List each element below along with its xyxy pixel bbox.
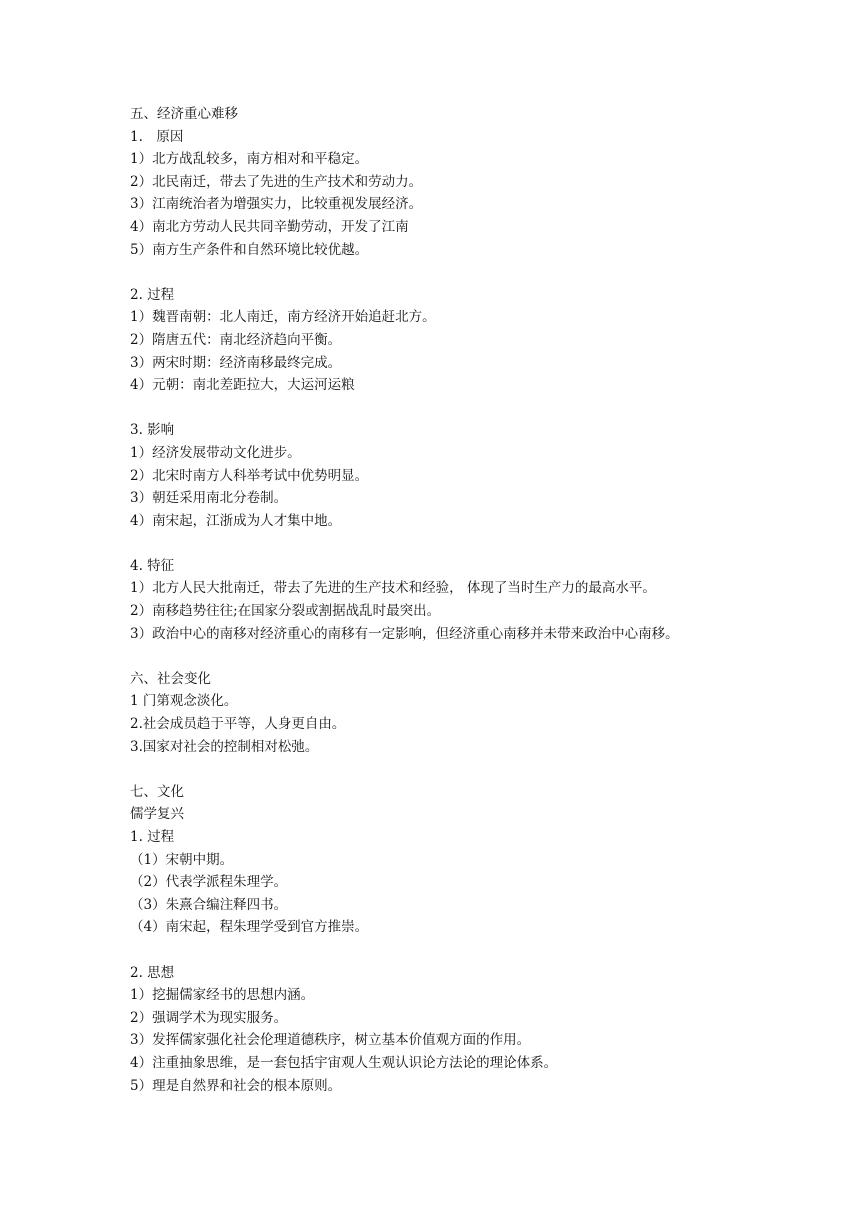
list-item: 5）南方生产条件和自然环境比较优越。: [130, 241, 369, 258]
list-item: （2）代表学派程朱理学。: [130, 874, 288, 891]
list-item: （3）朱熹合编注释四书。: [130, 896, 288, 913]
subsection-title-impact: 3. 影响: [130, 422, 175, 439]
list-item: 2）南移趋势往往;在国家分裂或割据战乱时最突出。: [130, 603, 441, 620]
subsection-title-thought: 2. 思想: [130, 964, 175, 981]
list-item: 4）南宋起，江浙成为人才集中地。: [130, 512, 342, 529]
subsection-title-process: 1. 过程: [130, 829, 175, 845]
subheading-confucian-revival: 儒学复兴: [130, 806, 184, 823]
list-item: 3）江南统治者为增强实力，比较重视发展经济。: [130, 196, 423, 213]
list-item: 1 门第观念淡化。: [130, 693, 238, 710]
subsection-title-causes: 1. 原因: [130, 128, 184, 145]
list-item: 1）魏晋南朝：北人南迁，南方经济开始追赶北方。: [130, 309, 436, 326]
list-item: 4）南北方劳动人民共同辛勤劳动，开发了江南: [130, 218, 409, 235]
list-item: 2.社会成员趋于平等，人身更自由。: [130, 716, 346, 733]
list-item: 3.国家对社会的控制相对松弛。: [130, 738, 319, 755]
list-item: 2）隋唐五代：南北经济趋向平衡。: [130, 331, 342, 348]
blank-line: [130, 645, 830, 668]
blank-line: [130, 939, 830, 962]
list-item: 5）理是自然界和社会的根本原则。: [130, 1077, 342, 1094]
list-item: 3）政治中心的南移对经济重心的南移有一定影响，但经济重心南移并未带来政治中心南移。: [130, 625, 679, 642]
list-item: 1）经济发展带动文化进步。: [130, 444, 301, 461]
list-item: 4）注重抽象思维，是一套包括宇宙观人生观认识论方法论的理论体系。: [130, 1054, 558, 1071]
list-item: 2）北宋时南方人科举考试中优势明显。: [130, 467, 369, 484]
list-item: 1）北方战乱较多，南方相对和平稳定。: [130, 151, 369, 168]
list-item: 1）挖掘儒家经书的思想内涵。: [130, 987, 315, 1004]
list-item: 2）强调学术为现实服务。: [130, 1009, 288, 1026]
blank-line: [130, 397, 830, 420]
list-item: 4）元朝：南北差距拉大，大运河运粮: [130, 377, 355, 394]
blank-line: [130, 532, 830, 555]
blank-line: [130, 758, 830, 781]
list-item: 3）朝廷采用南北分卷制。: [130, 490, 288, 507]
subsection-title-process: 2. 过程: [130, 286, 175, 303]
section-heading-culture: 七、文化: [130, 783, 184, 800]
list-item: 3）两宋时期：经济南移最终完成。: [130, 354, 342, 371]
subsection-title-features: 4. 特征: [130, 557, 175, 574]
list-item: （1）宋朝中期。: [130, 851, 234, 868]
list-item: 2）北民南迁，带去了先进的生产技术和劳动力。: [130, 173, 423, 190]
document-body: [130, 103, 830, 1097]
section-heading-economic-shift: 五、经济重心难移: [130, 106, 238, 122]
section-heading-social-change: 六、社会变化: [130, 670, 211, 687]
list-item: （4）南宋起，程朱理学受到官方推崇。: [130, 919, 369, 936]
list-item: 1）北方人民大批南迁，带去了先进的生产技术和经验， 体现了当时生产力的最高水平。: [130, 580, 656, 597]
list-item: 3）发挥儒家强化社会伦理道德秩序，树立基本价值观方面的作用。: [130, 1032, 531, 1049]
blank-line: [130, 261, 830, 284]
